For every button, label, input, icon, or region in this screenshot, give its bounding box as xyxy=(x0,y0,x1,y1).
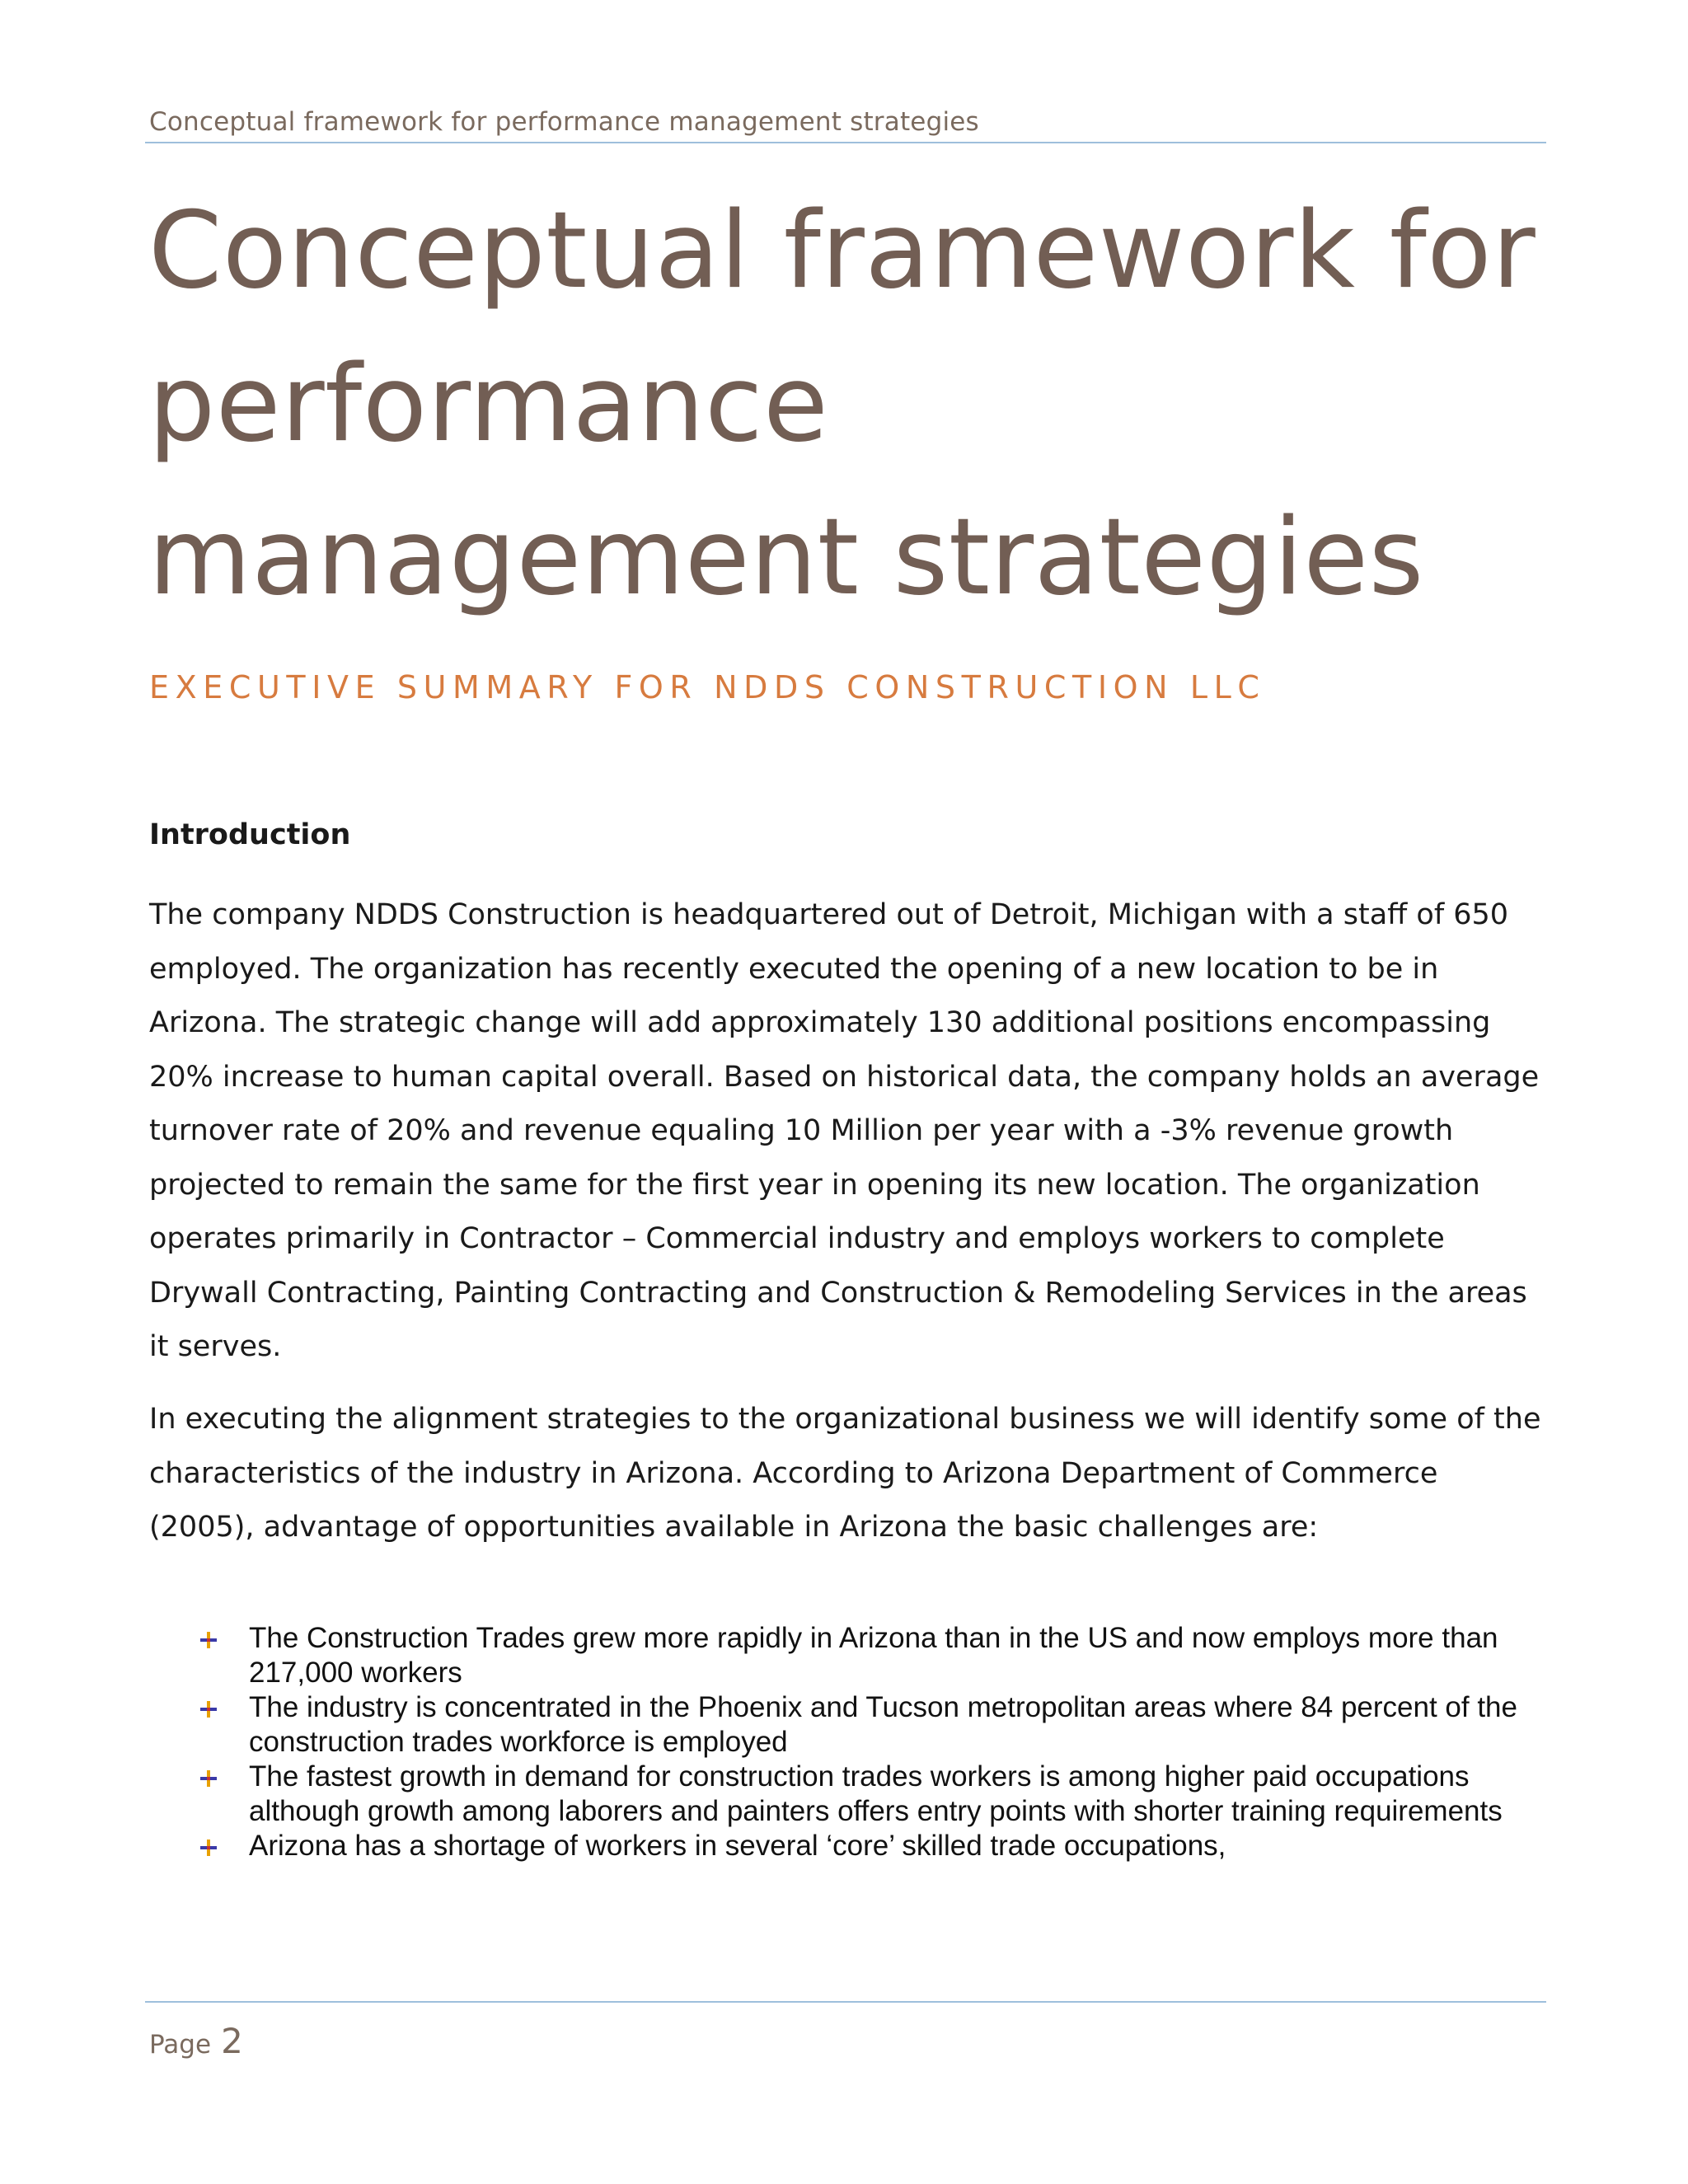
list-item xyxy=(195,1690,1546,1760)
list-item-text: Arizona has a shortage of workers in several ‘core’ skilled trade occupations, xyxy=(249,1830,1226,1862)
page-footer xyxy=(149,2021,243,2061)
document-subtitle: EXECUTIVE SUMMARY FOR NDDS CONSTRUCTION LLC xyxy=(149,669,1266,705)
cross-bullet-icon xyxy=(199,1700,218,1718)
list-item-text: The fastest growth in demand for construction trades workers is among higher paid occupations although growth among laborers and painters offers entry points with shorter training requirements xyxy=(249,1760,1503,1827)
body-paragraph: The company NDDS Construction is headquartered out of Detroit, Michigan with a staff of 650 employed. The organization has recently executed the opening of a new location to be in Arizona. The strategic change will add approximately 130 additional positions encompassing 20% increase to human capital overall. Based on historical data, the company holds an average turnover rate of 20% and revenue equaling 10 Million per year with a -3% revenue growth projected to remain the same for the first year in opening its new location. The organization operates primarily in Contractor – Commercial industry and employs workers to complete Drywall Contracting, Painting Contracting and Construction & Remodeling Services in the areas it serves. xyxy=(149,898,1540,1363)
list-item xyxy=(195,1621,1546,1690)
list-item-text: The Construction Trades grew more rapidly in Arizona than in the US and now employs more than 217,000 workers xyxy=(249,1622,1498,1689)
section-heading-introduction: Introduction xyxy=(149,818,351,851)
cross-bullet-icon xyxy=(199,1631,218,1649)
page-number: 2 xyxy=(221,2021,243,2061)
page-label: Page xyxy=(149,2030,212,2060)
list-item xyxy=(195,1760,1546,1829)
cross-bullet-icon xyxy=(199,1769,218,1788)
header-rule xyxy=(145,142,1546,143)
running-header: Conceptual framework for performance management strategies xyxy=(149,107,979,137)
cross-bullet-icon xyxy=(199,1839,218,1857)
list-item xyxy=(195,1829,1546,1863)
challenges-list xyxy=(195,1621,1546,1863)
body-paragraph: In executing the alignment strategies to the organizational business we will identify some of the characteristics of the industry in Arizona. According to Arizona Department of Commerce (2005), advantage of opportunities available in Arizona the basic challenges are: xyxy=(149,1403,1541,1544)
document-title: Conceptual framework for performance management strategies xyxy=(148,190,1536,619)
list-item-text: The industry is concentrated in the Phoenix and Tucson metropolitan areas where 84 percent of the construction trades workforce is employed xyxy=(249,1691,1517,1758)
footer-rule xyxy=(145,2001,1546,2003)
